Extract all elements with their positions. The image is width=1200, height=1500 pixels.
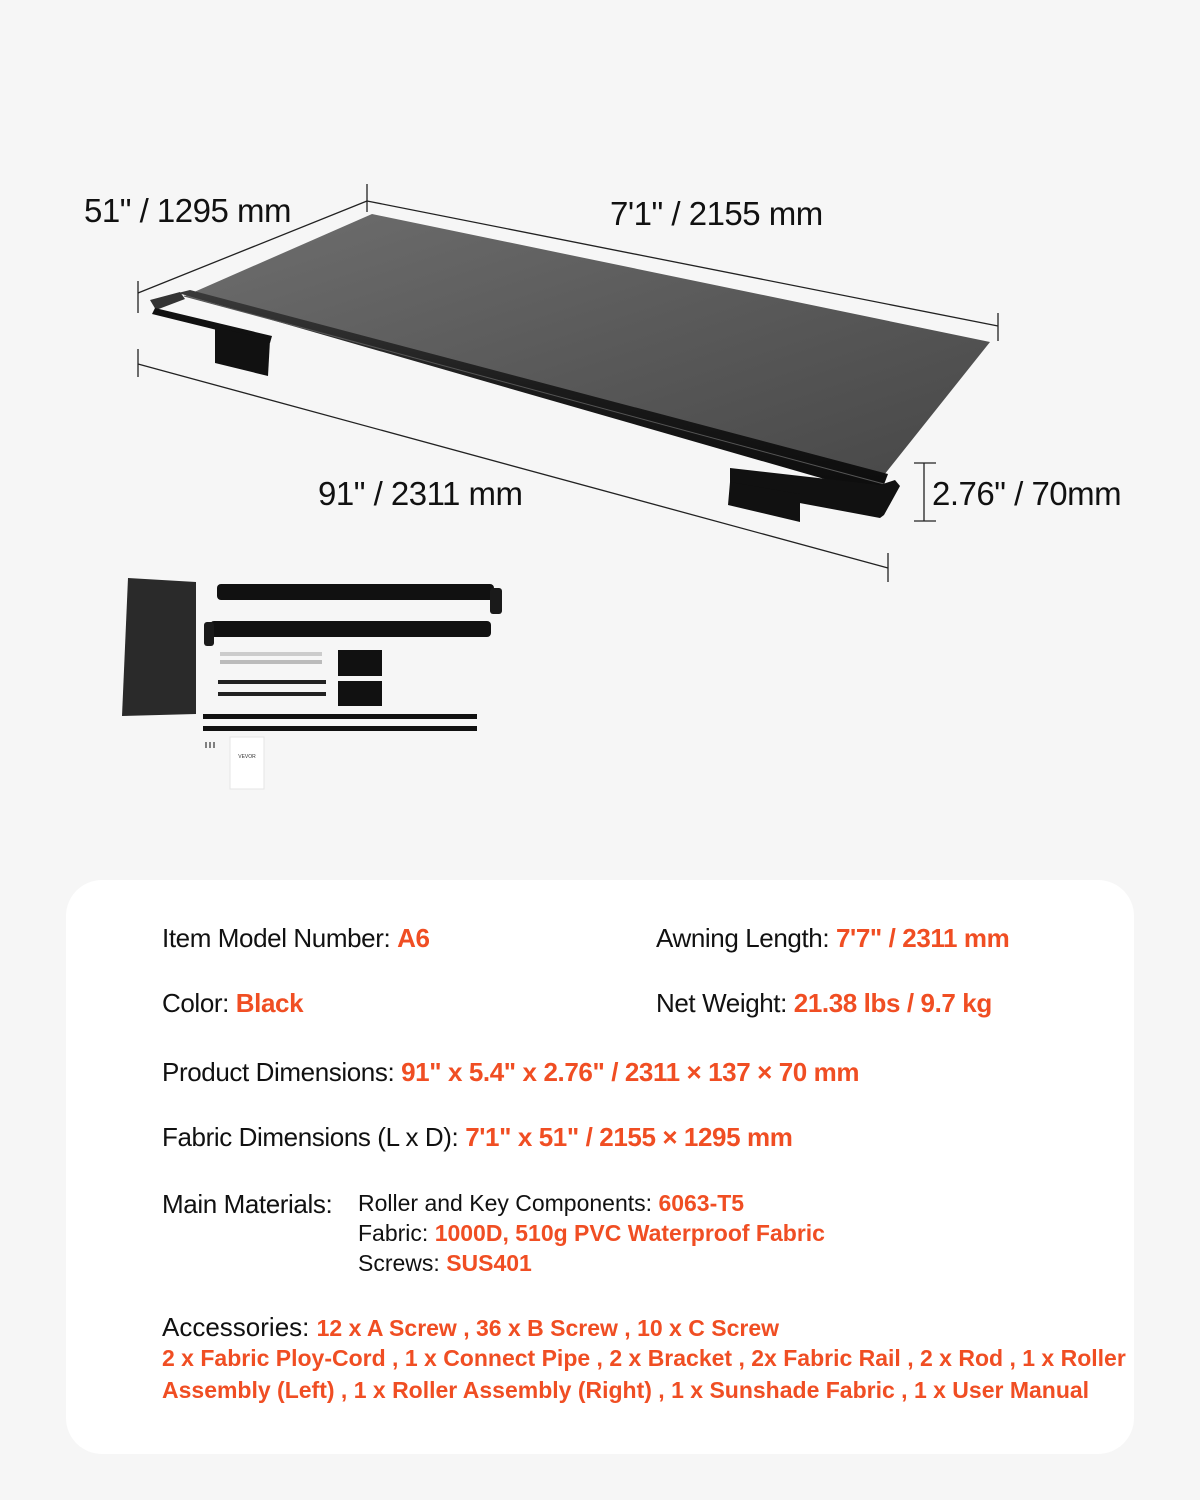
awning-fabric (185, 214, 990, 480)
spec-label: Product Dimensions: (162, 1057, 402, 1087)
fabric-length-label: 7'1" / 2155 mm (610, 195, 823, 232)
accessories-label: Accessories: (162, 1312, 317, 1342)
manual-brand: VEVOR (238, 754, 256, 760)
accessories-line: Assembly (Left) , 1 x Roller Assembly (Right) , 1 x Sunshade Fabric , 1 x User Manual (162, 1377, 1090, 1403)
spec-model (162, 923, 430, 954)
height-label: 2.76" / 70mm (932, 475, 1122, 512)
spec-value: A6 (397, 923, 430, 953)
spec-fabric-dimensions (162, 1122, 792, 1153)
spec-value: Black (235, 988, 304, 1018)
spec-net-weight (656, 988, 992, 1019)
spec-main-materials-label: Main Materials: (162, 1189, 333, 1219)
material-item: Roller and Key Components: 6063-T5 (358, 1190, 745, 1216)
spec-value: 7'1" x 51" / 2155 × 1295 mm (465, 1122, 793, 1152)
main-materials-list (358, 1188, 825, 1278)
material-item: Fabric: 1000D, 510g PVC Waterproof Fabric (358, 1220, 825, 1246)
spec-product-dimensions (162, 1057, 859, 1088)
spec-label: Fabric Dimensions (L x D): (162, 1122, 466, 1152)
spec-awning-length (656, 923, 1009, 954)
fabric-depth-label: 51" / 1295 mm (84, 192, 291, 229)
package-contents (122, 578, 502, 789)
total-length-label: 91" / 2311 mm (318, 475, 523, 512)
accessories-list (162, 1312, 1126, 1405)
spec-label: Color: (162, 988, 236, 1018)
spec-color (162, 988, 303, 1019)
material-item: Screws: SUS401 (358, 1250, 532, 1276)
spec-value: 91" x 5.4" x 2.76" / 2311 × 137 × 70 mm (401, 1057, 860, 1087)
spec-value: 21.38 lbs / 9.7 kg (793, 988, 992, 1018)
spec-label: Item Model Number: (162, 923, 398, 953)
spec-label: Net Weight: (656, 988, 794, 1018)
accessories-line: 2 x Fabric Ploy-Cord , 1 x Connect Pipe , 2 x Bracket , 2x Fabric Rail , 2 x Rod , 1 x Roller (162, 1345, 1126, 1371)
accessories-line: 12 x A Screw , 36 x B Screw , 10 x C Screw (316, 1315, 780, 1341)
spec-value: 7'7" / 2311 mm (836, 923, 1010, 953)
spec-label: Awning Length: (656, 923, 836, 953)
